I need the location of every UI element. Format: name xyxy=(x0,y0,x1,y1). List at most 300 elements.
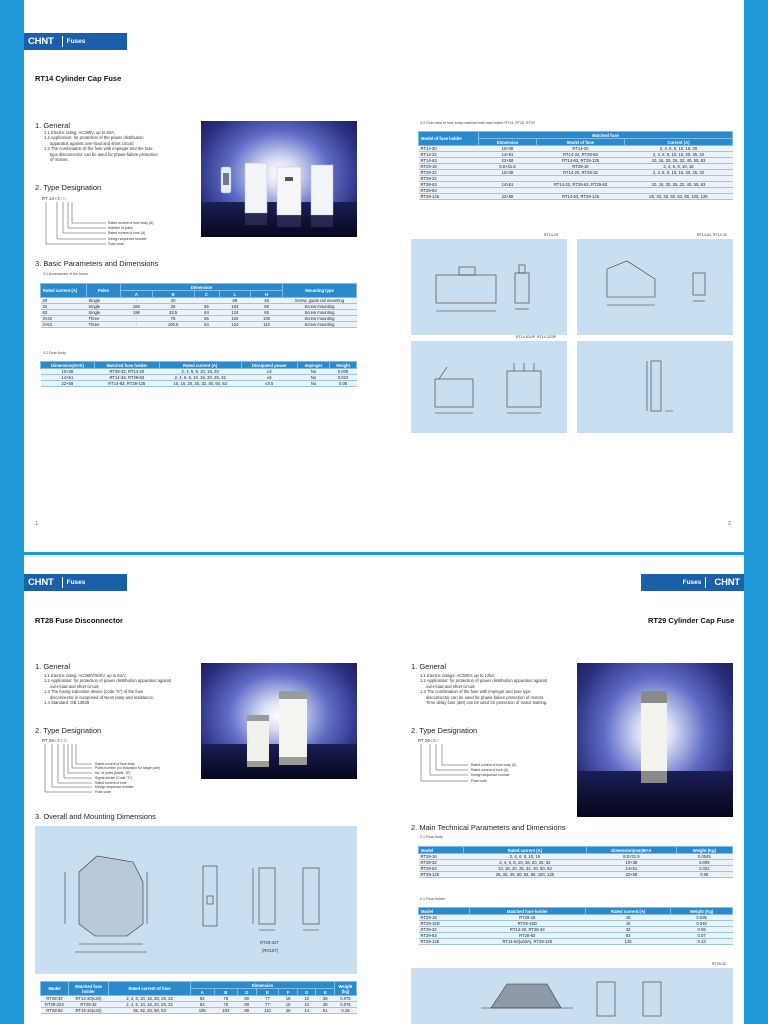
column-header: D xyxy=(238,989,257,996)
fuse-body-table-header xyxy=(41,362,357,369)
table-cell: RT14-32, RT28-63 xyxy=(94,375,159,381)
table-cell: 22×58 xyxy=(479,158,537,164)
column-header: F xyxy=(279,989,298,996)
type-label: Signal device (Code "X") xyxy=(95,776,133,780)
drawing-panel-rt29 xyxy=(411,968,733,1024)
table-cell: 0.009 xyxy=(330,369,357,375)
section-general-p4: 1. General xyxy=(411,662,447,671)
table-cell: 0.075 xyxy=(335,1002,357,1008)
brand-header-p4 xyxy=(641,574,744,591)
col-model-fuse: Model of fuse xyxy=(537,139,625,146)
col-dimension: Dimension xyxy=(121,284,283,291)
table-cell: 22×58 xyxy=(479,194,537,200)
rt28-dimension-table-body xyxy=(41,996,357,1014)
col-dim-c: C xyxy=(194,291,219,298)
table-cell: 25, 32, 40, 50, 63 xyxy=(109,1008,191,1014)
type-label: Number of poles xyxy=(108,226,133,230)
rt29-fuse-body-header xyxy=(419,847,733,854)
section-basic-params: 3. Basic Parameters and Dimensions xyxy=(35,259,159,268)
table-cell: 14 xyxy=(297,1008,316,1014)
table-cell: 2, 4, 6, 8, 10, 16, 20, 25, 32 xyxy=(463,860,586,866)
section-general-p1: 1. General xyxy=(35,121,71,130)
table-cell: RT29-16D xyxy=(419,921,470,927)
table-cell: RT28-63 xyxy=(469,933,586,939)
type-code: RT 28-□/□□□ xyxy=(42,738,68,743)
col-dim-a: A xyxy=(121,291,153,298)
table-cell: 20 xyxy=(152,298,194,304)
brand-logo: CHNT xyxy=(714,577,740,588)
table-cell: No xyxy=(297,369,329,375)
table-cell: RT14-32, RT28-63 xyxy=(537,152,625,158)
table-cell: 10, 16, 20, 25, 32, 40, 50, 63 xyxy=(625,158,733,164)
table-cell: 82 xyxy=(191,1002,215,1008)
table-cell: RT29-63 xyxy=(419,933,470,939)
type-designation-tree-p3 xyxy=(42,738,192,802)
column-header: Dissipated power xyxy=(241,362,297,369)
table-row xyxy=(419,939,733,945)
table-cell: 2, 4, 6, 8, 10, 16 xyxy=(463,854,586,860)
page-title-rt28: RT28 Fuse Disconnector xyxy=(35,616,123,625)
table-cell: 0.0045 xyxy=(676,854,732,860)
drawing-panel-rt14-63 xyxy=(577,239,733,335)
spread-divider-line xyxy=(24,556,744,557)
table-cell: 8.5×31.5 xyxy=(479,164,537,170)
general-line: 1.1 Electric rating: AC380V, up to 63A; xyxy=(44,130,116,135)
column-header: B xyxy=(214,989,238,996)
table-cell: 16 xyxy=(586,921,671,927)
general-line: 1.1 Electric ratings: AC500V, up to 125A; xyxy=(420,673,496,678)
table-cell: 2, 4, 6, 8, 10, 16, 20 xyxy=(625,146,733,152)
brand-separator xyxy=(705,577,706,588)
general-line: 1.3 The combination of the fuse with impinger and fuse type xyxy=(420,689,531,695)
brand-logo: CHNT xyxy=(28,36,54,47)
table-cell: 3×32 xyxy=(41,316,87,322)
type-label: No. of poles (blank: 1P) xyxy=(95,771,131,775)
table-cell: RT14-20(≤20) xyxy=(69,996,109,1002)
table-cell: 0.06 xyxy=(330,381,357,387)
table-cell: 80 xyxy=(238,996,257,1002)
subsection-fuse-body: 3.2 Fuse body xyxy=(43,351,66,355)
table-cell: Single xyxy=(87,304,121,310)
general-line: 1.4 Standard: GB 13539 xyxy=(44,700,90,706)
product-photo-rt29 xyxy=(577,663,733,817)
table-cell: Single xyxy=(87,310,121,316)
type-label: Poles number (no indication for single pole) xyxy=(95,766,161,770)
table-cell: 63 xyxy=(586,933,671,939)
caption-rt14-63-32: RT14-63, RT14-32 xyxy=(697,233,727,237)
table-row xyxy=(419,872,733,878)
type-label: Rated current of fuse body (A) xyxy=(471,763,517,767)
column-header: Dimension(mm)B×A xyxy=(587,847,677,854)
caption-rt29-32: RT29-32 xyxy=(712,962,726,966)
table-cell: Three xyxy=(87,316,121,322)
col-weight: Weight (kg) xyxy=(335,982,357,996)
table-cell: 14×51 xyxy=(41,375,95,381)
subsection-fuse-body-p4: 2.1 Fuse body xyxy=(420,835,443,839)
table-cell: 0.040 xyxy=(671,921,733,927)
table-cell: RT29-125 xyxy=(419,872,464,878)
table-cell: RT28-32, RT14-20 xyxy=(94,369,159,375)
table-cell: 10 xyxy=(297,996,316,1002)
page-number-1: .1. xyxy=(34,521,40,527)
type-tree-lines xyxy=(42,738,192,802)
column-header: Dimension(G×K) xyxy=(41,362,95,369)
section-overall-dims: 3. Overall and Mounting Dimensions xyxy=(35,812,156,821)
table-cell: RT14-32, RT28-63, RT29-63 xyxy=(537,182,625,188)
table-cell: 38 xyxy=(316,1002,335,1008)
page-number-2: 2. xyxy=(728,521,733,527)
column-header: Model xyxy=(419,908,470,915)
table-cell: 55 xyxy=(194,304,219,310)
type-designation-tree-p4 xyxy=(418,738,558,786)
section-type-designation-p3: 2. Type Designation xyxy=(35,726,102,735)
rt29-fuse-body-table-body xyxy=(419,854,733,878)
table-cell: 166 xyxy=(121,304,153,310)
table-cell: No xyxy=(297,375,329,381)
general-line: disconnector can be used for phase-failure protection of motors. xyxy=(426,694,545,700)
col-matched-holder: Matched fuse holder xyxy=(69,982,109,996)
table-cell: Screw mounting xyxy=(283,310,357,316)
overview-table-body xyxy=(419,146,733,200)
table-cell: ≤9.5 xyxy=(241,381,297,387)
table-cell: RT14-20 xyxy=(537,146,625,152)
table-cell: RT14-63, RT29-125 xyxy=(537,158,625,164)
table-cell: 0.16 xyxy=(335,1008,357,1014)
type-label: Design sequence number xyxy=(95,785,134,789)
rt14-63-drawing xyxy=(577,239,733,335)
table-cell: RT29-63 xyxy=(419,188,479,194)
overview-table xyxy=(418,131,733,200)
table-cell: 10, 16, 20, 25, 32, 40, 50, 63 xyxy=(159,381,241,387)
table-cell: RT28-32 xyxy=(419,860,464,866)
table-cell: - xyxy=(194,298,219,304)
drawing-panel-rt14-3p xyxy=(411,341,567,433)
table-cell: RT29-16D xyxy=(469,921,586,927)
table-cell: RT29-16 xyxy=(419,915,470,921)
table-cell: Screw mounting xyxy=(283,304,357,310)
table-cell: RT29-16 xyxy=(419,854,464,860)
accessories-table-body xyxy=(41,298,357,328)
type-label: Fuse code xyxy=(471,779,487,783)
table-row xyxy=(41,381,357,387)
brand-category: Fuses xyxy=(66,38,86,45)
table-cell: RT28-32X xyxy=(41,1002,69,1008)
table-cell: RT29-16 xyxy=(469,915,586,921)
table-cell: RT29-125 xyxy=(419,194,479,200)
table-cell: Three xyxy=(87,322,121,328)
general-line: type disconnector can be used for phase-failure protection xyxy=(50,151,158,157)
table-row xyxy=(419,194,733,200)
general-line: 1.3 The combination of the fuse with impinger and the fuse xyxy=(44,146,153,152)
general-line: Time delay fuse (aM) can be used for protection of motor starting. xyxy=(426,700,548,706)
table-cell: 10×38 xyxy=(587,860,677,866)
rt29-fuse-holder-table-body xyxy=(419,915,733,945)
table-cell: RT29-32 xyxy=(69,1002,109,1008)
table-cell: 10 xyxy=(297,1002,316,1008)
column-header: K xyxy=(316,989,335,996)
general-text-p4 xyxy=(420,673,580,705)
rt29-fuse-body-table xyxy=(418,846,733,878)
table-cell: 82 xyxy=(191,996,215,1002)
rt14-3p-drawing xyxy=(411,341,567,433)
general-line: 1.2 Application: for protection of power distribution apparatus against xyxy=(420,678,548,684)
table-cell: 10×38 xyxy=(479,146,537,152)
table-cell: 51 xyxy=(316,1008,335,1014)
brand-separator xyxy=(62,577,63,588)
table-cell: 104 xyxy=(219,304,251,310)
table-cell: RT14-20, RT28-32 xyxy=(469,927,586,933)
table-cell: 46 xyxy=(251,298,283,304)
col-dim-h: H xyxy=(251,291,283,298)
table-cell: 77 xyxy=(256,1002,279,1008)
type-code: RT 29-□/□ xyxy=(418,738,438,743)
table-cell: 2, 4, 6, 8, 10, 16, 20 xyxy=(159,369,241,375)
column-header: G xyxy=(297,989,316,996)
table-cell: 65 xyxy=(251,310,283,316)
rt28-fuses-illustration xyxy=(201,663,357,779)
brand-category: Fuses xyxy=(682,579,702,586)
brand-category: Fuses xyxy=(66,579,86,586)
type-label: Design sequence number xyxy=(108,237,147,241)
table-cell: 14×51 xyxy=(479,152,537,158)
rt29-dimension-drawing xyxy=(411,968,733,1024)
rt14-20-drawing xyxy=(411,239,567,335)
table-cell: 106 xyxy=(191,1008,215,1014)
subsection-accessories: 3.1 Accessories of the fuses xyxy=(43,272,88,276)
col-current: Current (A) xyxy=(625,139,733,146)
section-main-params: 2. Main Technical Parameters and Dimensions xyxy=(411,823,566,832)
table-cell: 78 xyxy=(214,1002,238,1008)
table-cell: 20 xyxy=(41,298,87,304)
table-cell: RT29-16 xyxy=(419,164,479,170)
table-cell: RT14-63, RT29-125 xyxy=(537,194,625,200)
table-cell: 80 xyxy=(238,1008,257,1014)
table-cell: 0.022 xyxy=(330,375,357,381)
table-cell: 0.075 xyxy=(335,996,357,1002)
page-title-rt14: RT14 Cylinder Cap Fuse xyxy=(35,74,122,83)
table-cell: - xyxy=(121,298,153,304)
table-cell: Screw, guide rail mounting xyxy=(283,298,357,304)
general-line: over-load and short circuit; xyxy=(50,683,100,689)
type-label: Fuse code xyxy=(108,242,124,246)
caption-rt14-3p: RT14-63/3P, RT14-32/3P xyxy=(516,335,557,339)
rt14-holders-illustration xyxy=(201,121,357,237)
table-cell: - xyxy=(121,316,153,322)
table-cell: 16 xyxy=(586,915,671,921)
table-cell: 14×51 xyxy=(587,866,677,872)
table-cell: 32 xyxy=(586,927,671,933)
table-cell: 76 xyxy=(152,316,194,322)
table-cell: 2, 4, 6, 8, 10, 16, 20, 25, 32 xyxy=(625,170,733,176)
table-cell: 110 xyxy=(251,322,283,328)
general-line: 1.3 The fusing indication device (code "X") of the fuse xyxy=(44,689,144,695)
section-general-p3: 1. General xyxy=(35,662,71,671)
table-cell: 103 xyxy=(214,1008,238,1014)
general-line: 1.2 Application: for protection of power distribution apparatus against xyxy=(44,678,172,684)
fuse-body-table xyxy=(40,361,357,387)
table-cell: 0.13 xyxy=(671,939,733,945)
table-cell: 125 xyxy=(586,939,671,945)
general-line: 1.2 Application: for protection of the power distribution xyxy=(44,135,144,141)
table-cell: 100 xyxy=(251,316,283,322)
table-cell: 56 xyxy=(251,304,283,310)
table-cell: 33.5 xyxy=(152,310,194,316)
type-designation-tree-p1 xyxy=(42,196,182,252)
table-cell: RT28-32 xyxy=(419,170,479,176)
drawing-panel-rt14-20 xyxy=(411,239,567,335)
section-type-designation-p4: 2. Type Designation xyxy=(411,726,478,735)
table-cell: RT29-32 xyxy=(419,176,479,182)
col-dimension: Dimension xyxy=(479,139,537,146)
fuse-body-table-body xyxy=(41,369,357,387)
type-label: Fuse code xyxy=(95,790,111,794)
table-cell: 124 xyxy=(219,310,251,316)
brand-header-p3 xyxy=(24,574,127,591)
table-cell: 26 xyxy=(279,1008,298,1014)
col-poles: Poles xyxy=(87,284,121,298)
subsection-overview: 3.3 Over view of fuse body matched with fuse holder RT14, RT28, RT29 xyxy=(420,121,535,125)
drawing-panel-rt28 xyxy=(35,826,357,974)
table-cell: ≤3 xyxy=(241,369,297,375)
table-cell: 10×38 xyxy=(479,170,537,176)
table-cell: RT28-63 xyxy=(419,182,479,188)
general-text-p1 xyxy=(44,130,194,162)
col-rated-current: Rated current of fuse xyxy=(109,982,191,996)
table-cell: 77 xyxy=(256,996,279,1002)
table-cell: 104 xyxy=(219,316,251,322)
type-label: Design sequence number xyxy=(471,773,510,777)
caption-rt14-20: RT14-20 xyxy=(544,233,558,237)
table-cell: 25, 32, 40, 50, 63, 80, 100, 125 xyxy=(463,872,586,878)
brand-logo: CHNT xyxy=(28,577,54,588)
table-cell: 25, 32, 40, 50, 63, 80, 100, 125 xyxy=(625,194,733,200)
table-cell: 22×58 xyxy=(41,381,95,387)
column-header: Weight (Kg) xyxy=(676,847,732,854)
col-model-holder: Model of fuse holder xyxy=(419,132,479,146)
table-cell: RT29-125 xyxy=(419,939,470,945)
table-cell: RT14-63, RT28-125 xyxy=(94,381,159,387)
product-photo-rt14 xyxy=(201,121,357,237)
table-cell: RT28-63 xyxy=(419,866,464,872)
table-cell: 0.022 xyxy=(676,866,732,872)
section-type-designation-p1: 2. Type Designation xyxy=(35,183,102,192)
table-cell: 18 xyxy=(279,996,298,1002)
brand-header-p1 xyxy=(24,33,127,50)
col-matched-fuse: Matched fuse xyxy=(479,132,733,139)
page-title-rt29: RT29 Cylinder Cap Fuse xyxy=(648,616,735,625)
table-cell: 124 xyxy=(219,322,251,328)
table-cell: 10, 16, 20, 25, 32, 40, 50, 63 xyxy=(463,866,586,872)
table-cell: RT14-20 xyxy=(419,146,479,152)
table-cell: 0.06 xyxy=(671,927,733,933)
column-header: Impinger xyxy=(297,362,329,369)
col-dim-b: B xyxy=(152,291,194,298)
type-label: Rated current of fuse body xyxy=(95,762,135,766)
table-cell: - xyxy=(121,322,153,328)
table-cell: ≤5 xyxy=(241,375,297,381)
type-tree-lines xyxy=(418,738,558,786)
table-cell: 64 xyxy=(194,322,219,328)
table-row xyxy=(41,1008,357,1014)
table-cell: 22×58 xyxy=(587,872,677,878)
column-header: E xyxy=(256,989,279,996)
table-cell: 89 xyxy=(219,298,251,304)
col-mounting-type: Mounting type xyxy=(283,284,357,298)
column-header: Matched fuse holder xyxy=(94,362,159,369)
right-accent-bar xyxy=(744,0,768,1024)
table-cell: 78 xyxy=(214,996,238,1002)
col-rated-current: Rated current (A) xyxy=(41,284,87,298)
column-header: Rated current (A) xyxy=(159,362,241,369)
column-header: Rated current (A) xyxy=(586,908,671,915)
accessories-table xyxy=(40,283,357,328)
general-line: 1.1 Electric rating: AC380V/500V, up to 63A; xyxy=(44,673,127,678)
column-header: Weight (Kg) xyxy=(671,908,733,915)
table-cell: Screw mounting xyxy=(283,322,357,328)
general-line: apparatus against over-load and short circuit; xyxy=(50,140,134,146)
product-photo-rt28 xyxy=(201,663,357,779)
table-cell: RT14-32(≤32) xyxy=(69,1008,109,1014)
table-cell: 64 xyxy=(194,310,219,316)
spread-divider xyxy=(24,552,744,555)
type-label: Rated current of fuse xyxy=(95,781,127,785)
table-cell: 10×38 xyxy=(41,369,95,375)
col-model: Model xyxy=(41,982,69,996)
column-header: A xyxy=(191,989,215,996)
table-cell: RT14-20, RT28-32 xyxy=(537,170,625,176)
table-cell: 0.07 xyxy=(671,933,733,939)
left-accent-bar xyxy=(0,0,24,1024)
table-cell: 2, 4, 6, 8, 10, 16, 20, 25, 32 xyxy=(159,375,241,381)
caption-rt28-32t-code: (RO15T) xyxy=(262,948,279,953)
table-cell: 196 xyxy=(121,310,153,316)
type-label: Rated current of fuse (A) xyxy=(471,768,509,772)
rt29-fuse-illustration xyxy=(577,663,733,817)
table-cell: No xyxy=(297,381,329,387)
brand-separator xyxy=(62,36,63,47)
table-cell: 32 xyxy=(41,304,87,310)
table-cell: 0.009 xyxy=(676,860,732,866)
table-cell: 63 xyxy=(41,310,87,316)
drawing-panel-fuse-body xyxy=(577,341,733,433)
column-header: Matched fuse holder xyxy=(469,908,586,915)
table-cell: RT28-32 xyxy=(41,996,69,1002)
table-cell: 2, 4, 6, 8, 10, 16, 20, 25, 32 xyxy=(625,152,733,158)
table-cell: 2, 4, 6, 8, 10, 16 xyxy=(625,164,733,170)
table-cell: 8.5×31.5 xyxy=(587,854,677,860)
table-cell: 3×63 xyxy=(41,322,87,328)
col-dim-l: L xyxy=(219,291,251,298)
general-line: of motors. xyxy=(50,157,69,163)
table-cell: Screw mounting xyxy=(283,316,357,322)
general-text-p3 xyxy=(44,673,204,705)
table-cell: Single xyxy=(87,298,121,304)
table-cell: 100.5 xyxy=(152,322,194,328)
table-cell: 10, 16, 20, 25, 32, 40, 50, 63 xyxy=(625,182,733,188)
table-cell: 26 xyxy=(152,304,194,310)
table-row xyxy=(41,322,357,328)
table-cell: RT14-63 xyxy=(419,158,479,164)
type-label: Rated current of fuse body (A) xyxy=(108,221,154,225)
subsection-fuse-holder: 2.1 Fuse holder xyxy=(420,897,445,901)
table-cell: 2, 4, 6, 10, 16, 20, 25, 32 xyxy=(109,996,191,1002)
table-cell: 18 xyxy=(279,1002,298,1008)
general-line: disconnector is composed of Neon lamp and resistance; xyxy=(50,694,155,700)
column-header: Weight xyxy=(330,362,357,369)
table-cell: 0.06 xyxy=(676,872,732,878)
rt29-fuse-holder-table xyxy=(418,907,733,945)
table-cell: RT14-32 xyxy=(419,152,479,158)
